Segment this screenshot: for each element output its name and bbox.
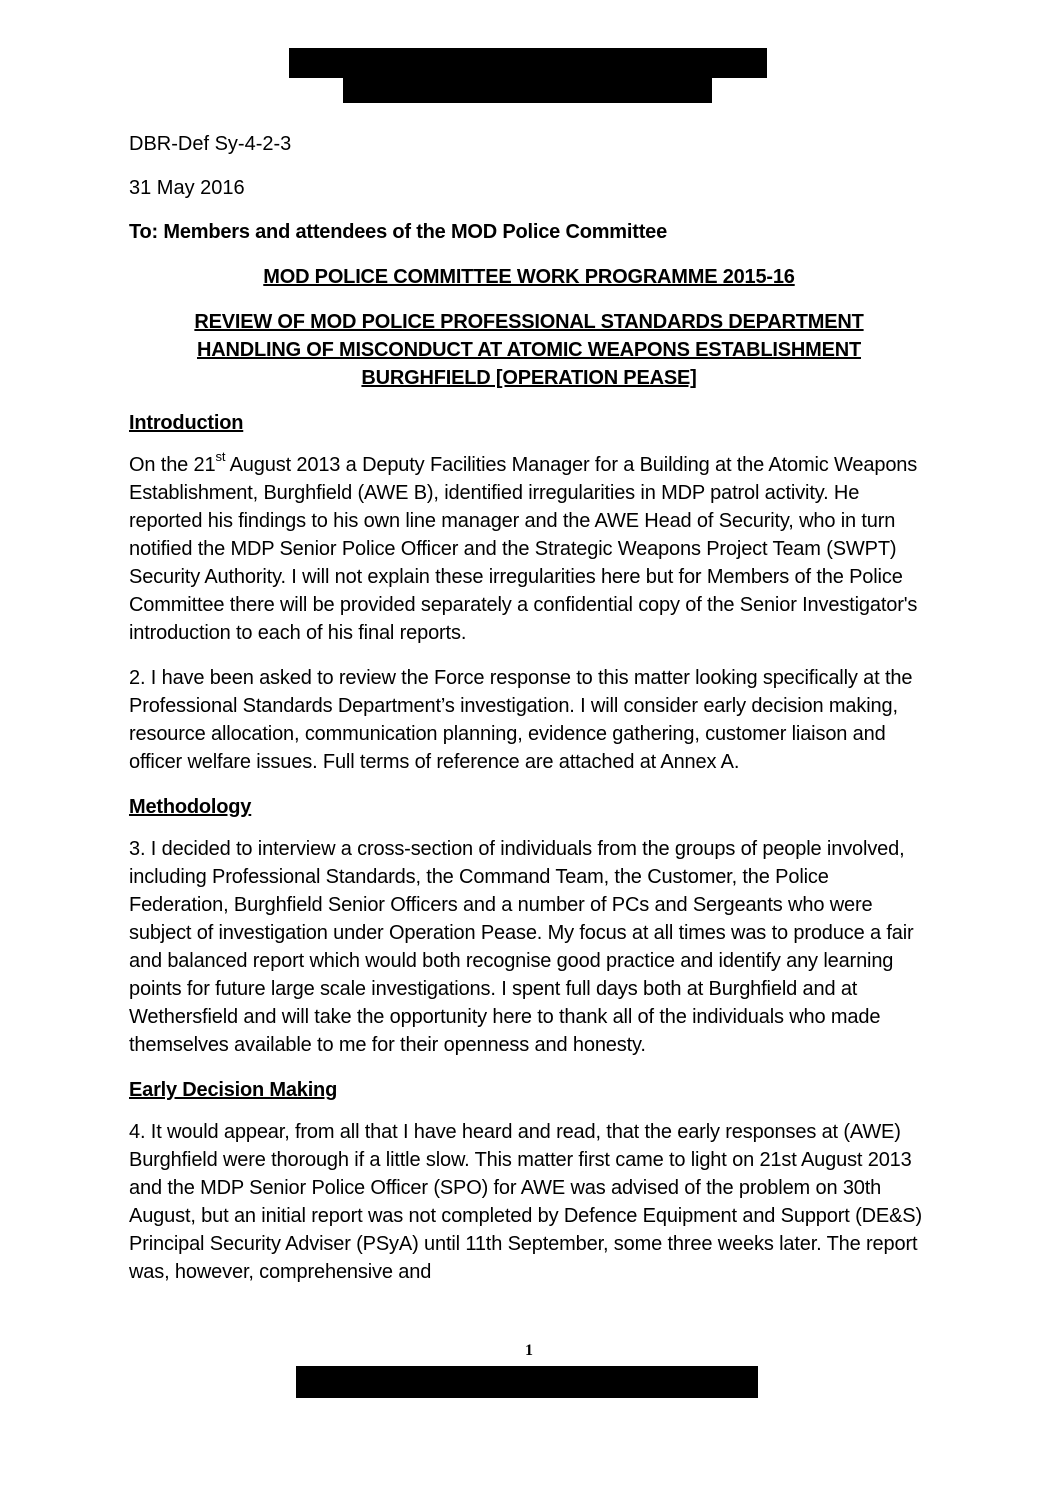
page-number: 1: [525, 1342, 533, 1359]
paragraph-1: [129, 451, 929, 647]
addressee-line: To: Members and attendees of the MOD Police Committee: [129, 221, 668, 243]
document-body: [129, 130, 929, 1303]
redaction-bar-top: [289, 48, 767, 78]
redaction-bar-top-second: [343, 76, 712, 103]
work-programme-title: MOD POLICE COMMITTEE WORK PROGRAMME 2015-16: [263, 266, 795, 288]
heading-early-decision-making: Early Decision Making: [129, 1079, 338, 1101]
review-title-line-1: REVIEW OF MOD POLICE PROFESSIONAL STANDARDS DEPARTMENT: [194, 311, 864, 333]
redaction-bar-bottom: [296, 1366, 758, 1398]
document-date: 31 May 2016: [129, 177, 245, 199]
review-title-line-3: BURGHFIELD [OPERATION PEASE]: [361, 367, 697, 389]
paragraph-3: 3. I decided to interview a cross-section of individuals from the groups of people involved, including Professional Standards, the Command Team, the Customer, the Police Federation, Burghfield Senior Officers and a number of PCs and Sergeants who were subject of investigation under Operation Pease. My focus at all times was to produce a fair and balanced report which would both recognise good practice and identify any learning points for future large scale investigations. I spent full days both at Burghfield and at Wethersfield and will take the opportunity here to thank all of the individuals who made themselves available to me for their openness and honesty.: [129, 838, 914, 1056]
review-title: [129, 308, 929, 392]
heading-introduction: Introduction: [129, 412, 244, 434]
heading-methodology: Methodology: [129, 796, 252, 818]
document-reference: DBR-Def Sy-4-2-3: [129, 133, 292, 155]
paragraph-1-rest: August 2013 a Deputy Facilities Manager for a Building at the Atomic Weapons Establishment, Burghfield (AWE B), identified irregularities in MDP patrol activity. He reported his findings to his own line manager and the AWE Head of Security, who in turn notified the MDP Senior Police Officer and the Strategic Weapons Project Team (SWPT) Security Authority. I will not explain these irregularities here but for Members of the Police Committee there will be provided separately a confidential copy of the Senior Investigator's introduction to each of his final reports.: [129, 454, 918, 644]
paragraph-4: 4. It would appear, from all that I have heard and read, that the early responses at (AWE) Burghfield were thorough if a little slow. This matter first came to light on 21st August 2013 and the MDP Senior Police Officer (SPO) for AWE was advised of the problem on 30th August, but an initial report was not completed by Defence Equipment and Support (DE&S) Principal Security Adviser (PSyA) until 11th September, some three weeks later. The report was, however, comprehensive and: [129, 1121, 922, 1283]
paragraph-1-start: On the 21: [129, 454, 216, 476]
ordinal-suffix: st: [215, 449, 226, 465]
review-title-line-2: HANDLING OF MISCONDUCT AT ATOMIC WEAPONS ESTABLISHMENT: [197, 339, 861, 361]
paragraph-2: 2. I have been asked to review the Force response to this matter looking specifically at the Professional Standards Department’s investigation. I will consider early decision making, resource allocation, communication planning, evidence gathering, customer liaison and officer welfare issues. Full terms of reference are attached at Annex A.: [129, 667, 913, 773]
